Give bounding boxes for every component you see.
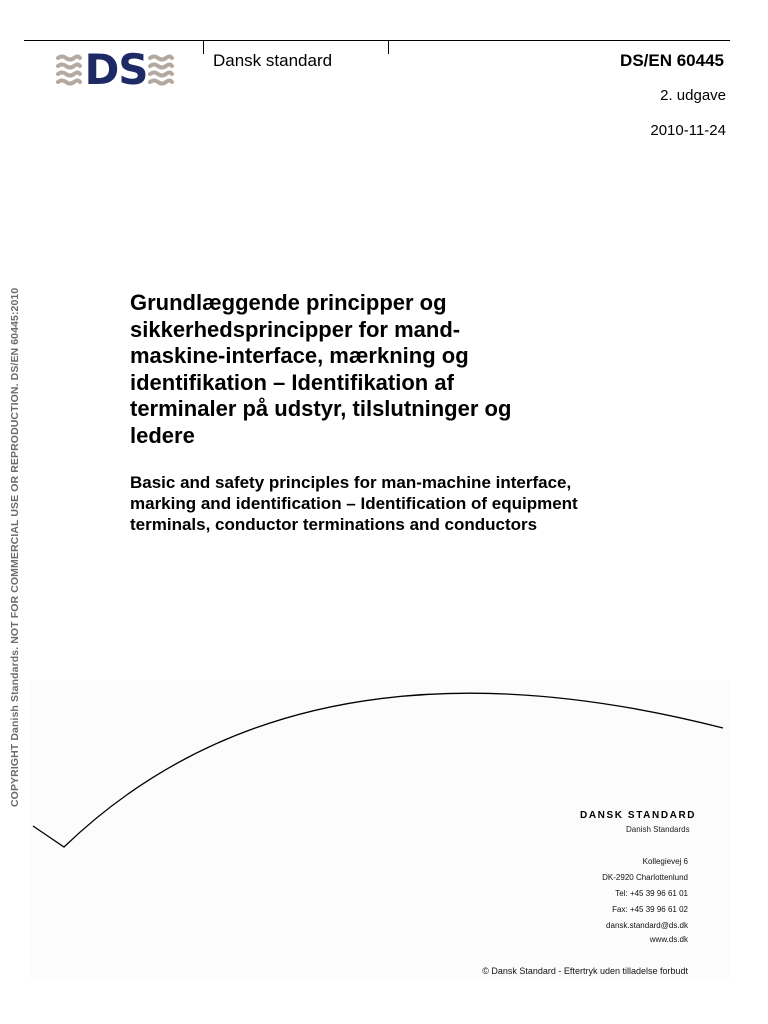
- title-line: Basic and safety principles for man-machine interface,: [130, 473, 572, 492]
- address-line: DK-2920 Charlottenlund: [602, 873, 688, 882]
- title-line: sikkerhedsprincipper for mand-: [130, 316, 461, 342]
- publisher-name: DANSK STANDARD: [580, 810, 697, 821]
- publication-date: 2010-11-24: [650, 122, 726, 139]
- title-line: terminals, conductor terminations and conductors: [130, 515, 538, 534]
- title-line: identifikation – Identifikation af: [130, 369, 454, 395]
- phone-line: Tel: +45 39 96 61 01: [615, 889, 688, 898]
- title-line: marking and identification – Identification of equipment: [130, 494, 578, 513]
- copyright-notice: COPYRIGHT Danish Standards. NOT FOR COMMERCIAL USE OR REPRODUCTION. DS/EN 60445:2010: [9, 287, 21, 807]
- ds-logo-text: DS: [84, 45, 148, 94]
- email-link[interactable]: dansk.standard@ds.dk: [606, 921, 688, 930]
- standard-number: DS/EN 60445: [620, 51, 724, 70]
- address-line: Kollegievej 6: [642, 857, 688, 866]
- edition: 2. udgave: [660, 87, 726, 104]
- fax-line: Fax: +45 39 96 61 02: [612, 905, 688, 914]
- title-line: ledere: [130, 422, 195, 448]
- series-label: Dansk standard: [213, 51, 333, 70]
- publisher-subtitle: Danish Standards: [626, 825, 690, 834]
- title-line: maskine-interface, mærkning og: [130, 343, 469, 368]
- website-link[interactable]: www.ds.dk: [649, 935, 688, 944]
- title-line: terminaler på udstyr, tilslutninger og: [130, 396, 512, 421]
- footer-copyright: © Dansk Standard - Eftertryk uden tilladelse forbudt: [482, 966, 688, 976]
- title-line: Grundlæggende principper og: [130, 290, 447, 315]
